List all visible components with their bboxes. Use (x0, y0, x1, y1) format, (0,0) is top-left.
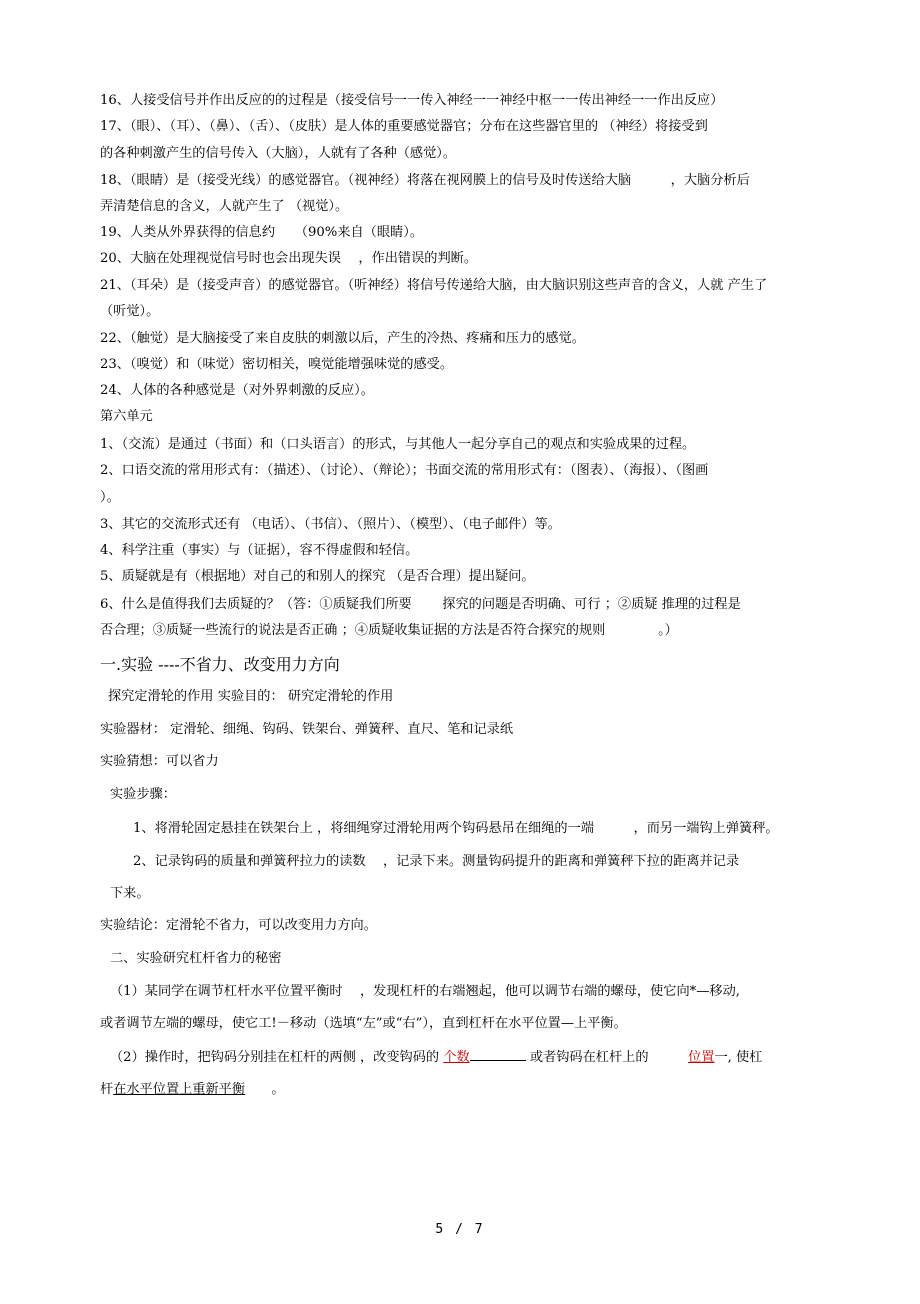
paragraph-line-u6-2b: ）。 (100, 490, 120, 505)
paragraph-line-19: 19、人类从外界获得的信息约 （90%来自（眼睛）。 (100, 225, 424, 240)
paragraph-line-21a: 21、（耳朵）是（接受声音）的感觉器官。（听神经）将信号传递给大脑，由大脑识别这些声音的含义，人就 产生了 (100, 278, 768, 293)
paragraph-line-20: 20、大脑在处理视觉信号时也会出现失误 ，作出错误的判断。 (100, 251, 478, 266)
paragraph-line-u6-6b: 否合理；③质疑一些流行的说法是否正确 ；④质疑收集证据的方法是否符合探究的规则 。） (100, 623, 678, 638)
question-2-prefix: （2）操作时，把钩码分别挂在杠杆的两侧 ，改变钩码的 (110, 1050, 444, 1065)
answer-count: 个数 (443, 1050, 470, 1065)
paragraph-line-u6-6a: 6、什么是值得我们去质疑的？（答：①质疑我们所要 探究的问题是否明确、可行 ；②质疑 推理的过程是 (100, 597, 741, 612)
paragraph-line-u6-3: 3、其它的交流形式还有 （电话）、（书信）、（照片）、（模型）、（电子邮件）等。 (100, 517, 561, 532)
experiment-1-steps-label: 实验步骤： (110, 787, 176, 802)
experiment-2-question-2b (100, 1081, 285, 1098)
paragraph-line-u6-1: 1、（交流）是通过（书面）和（口头语言）的形式，与其他人一起分享自己的观点和实验成果的过程。 (100, 437, 696, 452)
experiment-2-question-1a: （1）某同学在调节杠杆水平位置平衡时 ，发现杠杆的右端翘起，他可以调节右端的螺母，使它向*—移动, (110, 984, 740, 999)
page-number: 5 / 7 (435, 1222, 485, 1237)
question-2-suffix: 一, 使杠 (714, 1050, 763, 1065)
answer-blank (470, 1048, 526, 1061)
question-2-mid: 或者钩码在杠杆上的 (525, 1050, 689, 1065)
paragraph-line-17b: 的各种刺激产生的信号传入（大脑），人就有了各种（感觉）。 (100, 146, 457, 161)
paragraph-line-18b: 弄清楚信息的含义，人就产生了 （视觉）。 (100, 199, 349, 214)
question-2b-prefix: 杆 (100, 1082, 114, 1097)
experiment-1-step-1: 1、将滑轮固定悬挂在铁架台上 ，将细绳穿过滑轮用两个钩码悬吊在细绳的一端 ，而另一端钩上弹簧秤。 (133, 821, 779, 836)
experiment-2-question-2a (110, 1048, 762, 1066)
paragraph-line-21b: （听觉）。 (100, 304, 160, 319)
paragraph-line-17a: 17、（眼）、（耳）、（鼻）、（舌）、（皮肤）是人体的重要感觉器官；分布在这些器官里的 （神经）将接受到 (100, 119, 708, 134)
experiment-1-conclusion: 实验结论：定滑轮不省力，可以改变用力方向。 (100, 918, 377, 933)
paragraph-line-24: 24、人体的各种感觉是（对外界刺激的反应）。 (100, 383, 374, 398)
experiment-1-materials: 实验器材： 定滑轮、细绳、钩码、铁架台、弹簧秤、直尺、笔和记录纸 (100, 722, 514, 737)
paragraph-line-u6-2a: 2、口语交流的常用形式有：（描述）、（讨论）、（辩论）；书面交流的常用形式有：（图表）、（海报）、（图画 (100, 463, 709, 478)
answer-position: 位置 (688, 1050, 715, 1065)
paragraph-line-u6-5: 5、质疑就是有（根据地）对自己的和别人的探究 （是否合理）提出疑问。 (100, 569, 535, 584)
experiment-1-heading: 一.实验 ----不省力、改变用力方向 (100, 655, 340, 674)
experiment-1-subtitle: 探究定滑轮的作用 实验目的： 研究定滑轮的作用 (108, 689, 394, 704)
paragraph-line-18a: 18、（眼睛）是（接受光线）的感觉器官。（视神经）将落在视网膜上的信号及时传送给大脑 ，大脑分析后 (100, 173, 750, 188)
unit-heading: 第六单元 (100, 409, 153, 424)
paragraph-line-23: 23、（嗅觉）和（味觉）密切相关，嗅觉能增强味觉的感受。 (100, 357, 454, 372)
answer-balance: 在水平位置上重新平衡 (113, 1082, 246, 1097)
experiment-1-step-2b: 下来。 (110, 886, 150, 901)
experiment-2-heading: 二、实验研究杠杆省力的秘密 (110, 951, 282, 966)
paragraph-line-16: 16、人接受信号并作出反应的的过程是（接受信号一一传入神经一一神经中枢一一传出神经一一作出反应） (100, 93, 724, 108)
question-2b-suffix: 。 (245, 1082, 285, 1097)
paragraph-line-u6-4: 4、科学注重（事实）与（证据），容不得虚假和轻信。 (100, 543, 419, 558)
experiment-1-hypothesis: 实验猜想：可以省力 (100, 754, 219, 769)
paragraph-line-22: 22、（触觉）是大脑接受了来自皮肤的刺激以后，产生的冷热、疼痛和压力的感觉。 (100, 331, 585, 346)
experiment-1-step-2a: 2、记录钩码的质量和弹簧秤拉力的读数 ，记录下来。测量钩码提升的距离和弹簧秤下拉的距离并记录 (133, 854, 740, 869)
experiment-2-question-1b: 或者调节左端的螺母，使它工!－移动（选填“左”或“右”），直到杠杆在水平位置—上平衡。 (100, 1016, 627, 1031)
